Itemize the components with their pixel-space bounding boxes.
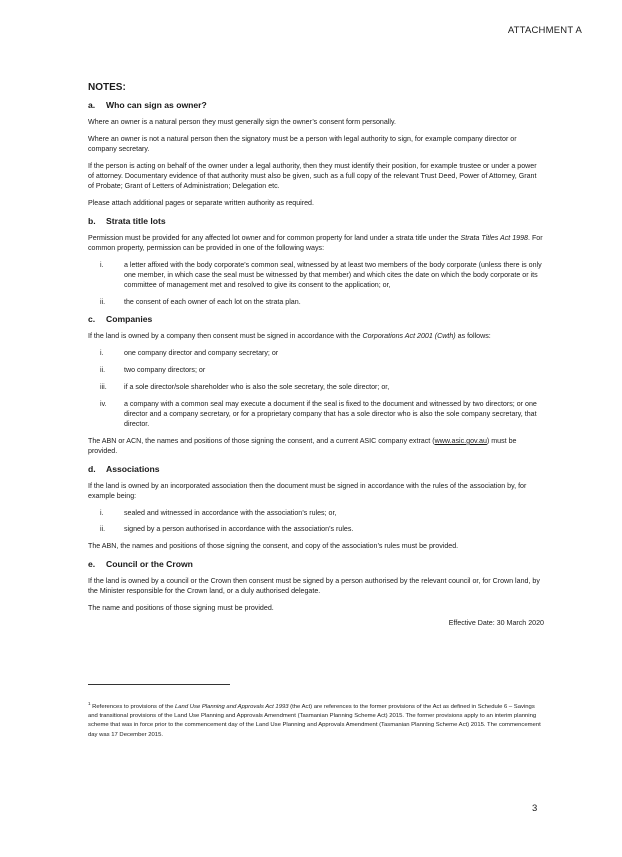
list-item — [88, 382, 544, 392]
text-run: The ABN or ACN, the names and positions of those signing the consent, and a current ASIC company extract ( — [88, 436, 435, 445]
list-number: ii. — [100, 298, 106, 307]
act-name: Corporations Act 2001 (Cwth) — [362, 332, 456, 341]
list-text: two company directors; or — [124, 365, 206, 374]
list-item — [88, 260, 544, 291]
paragraph — [88, 331, 544, 341]
footnote-marker: 1 — [88, 701, 91, 706]
paragraph — [88, 233, 544, 254]
paragraph: The ABN, the names and positions of those signing the consent, and copy of the association’s rules must be provided. — [88, 542, 459, 551]
paragraph: Where an owner is a natural person they must generally sign the owner’s consent form personally. — [88, 118, 396, 126]
section-title: Strata title lots — [106, 215, 166, 226]
asic-link[interactable]: www.asic.gov.au — [434, 436, 487, 445]
section-letter: d. — [88, 463, 96, 474]
list-text: the consent of each owner of each lot on the strata plan. — [124, 298, 301, 307]
list-number: ii. — [100, 365, 106, 374]
section-letter: e. — [88, 558, 96, 569]
act-name: Land Use Planning and Approvals Act 1993 — [175, 703, 289, 710]
paragraph: Where an owner is not a natural person then the signatory must be a person with legal authority to sign, for example company director or company secretary. — [88, 134, 517, 154]
page-number: 3 — [532, 803, 538, 814]
list-item — [88, 508, 544, 518]
footnote-divider — [88, 684, 230, 685]
text-run: as follows: — [455, 332, 491, 341]
paragraph: Please attach additional pages or separate written authority as required. — [88, 199, 314, 208]
paragraph: The name and positions of those signing must be provided. — [88, 603, 274, 612]
section-title: Associations — [106, 463, 160, 474]
list-text: a company with a common seal may execute a document if the seal is fixed to the document and witnessed by two directors; or one director and a company secretary, or for a proprietary company that has a sole director who is also the sole company secretary, that director. — [124, 399, 537, 429]
section-title: Council or the Crown — [106, 558, 193, 569]
list-text: one company director and company secretary; or — [124, 349, 279, 358]
list-text: sealed and witnessed in accordance with the association’s rules; or, — [124, 508, 337, 517]
list-text: if a sole director/sole shareholder who is also the sole secretary, the sole director; or, — [124, 382, 390, 391]
section-title: Companies — [106, 314, 153, 325]
section-title: Who can sign as owner? — [106, 100, 207, 110]
section-e-heading — [88, 559, 544, 569]
section-b-heading — [88, 216, 544, 226]
list-item — [88, 365, 544, 375]
list-item — [88, 297, 544, 307]
list-number: ii. — [100, 525, 106, 534]
list-number: iv. — [100, 399, 107, 408]
list-number: i. — [100, 260, 104, 269]
paragraph: If the land is owned by an incorporated association then the document must be signed in accordance with the rules of the association by, for example being: — [88, 481, 527, 500]
list-number: iii. — [100, 382, 107, 391]
paragraph: If the land is owned by a council or the Crown then consent must be signed by a person authorised by the relevant council or, for Crown land, by the Minister responsible for the Crown land, or a duly authorised delegate. — [88, 576, 540, 595]
section-letter: c. — [88, 314, 96, 325]
text-run: Permission must be provided for any affected lot owner and for common property for land under a strata title under the — [88, 233, 461, 242]
text-run: If the land is owned by a company then consent must be signed in accordance with the — [88, 332, 363, 341]
notes-body — [88, 82, 544, 627]
list-text: a letter affixed with the body corporate’s common seal, witnessed by at least two members of the body corporate (unless there is only one member, in which case the seal must be witnessed by that member) and which cites the date on which the body corporate or its committee of management met and resolved to give its consent to the application; or, — [124, 260, 542, 290]
section-a-heading — [88, 100, 544, 110]
section-letter: a. — [88, 100, 96, 110]
paragraph — [88, 436, 544, 457]
notes-title: NOTES: — [88, 82, 126, 93]
text-run: (the Act) are references to the former provisions of the Act as defined in Schedule 6 – Savings and transitional provisions of the Land Use Planning and Approvals Amendment (Tasmanian Planning Scheme Act) 2015. The former provisions apply to an interim planning scheme that was in force prior to the commencement day of the Land Use Planning and Approvals Amendment (Tasmanian Planning Scheme Act) 2015. The commencement day was 17 December 2015. — [88, 703, 541, 738]
section-letter: b. — [88, 215, 96, 226]
list-item — [88, 348, 544, 358]
attachment-label: ATTACHMENT A — [507, 25, 582, 36]
section-d-heading — [88, 464, 544, 474]
list-number: i. — [100, 508, 104, 517]
text-run: . For common property, permission can be provided in one of the following ways: — [88, 233, 543, 252]
list-text: signed by a person authorised in accordance with the association’s rules. — [124, 525, 354, 534]
list-item — [88, 399, 544, 430]
section-c-heading — [88, 314, 544, 324]
text-run: References to provisions of the — [90, 703, 175, 710]
effective-date: Effective Date: 30 March 2020 — [448, 619, 544, 628]
text-run: ) must be provided. — [88, 436, 517, 456]
paragraph: If the person is acting on behalf of the owner under a legal authority, then they must identify their position, for example trustee or under a power of attorney. Documentary evidence of that authority must also be given, such as a full copy of the relevant Trust Deed, Power of Attorney, Grant of Probate; Grant of Letters of Administration; Delegation etc. — [88, 161, 537, 191]
list-number: i. — [100, 349, 104, 358]
footnote — [88, 699, 544, 740]
act-name: Strata Titles Act 1998 — [460, 233, 528, 242]
list-item — [88, 524, 544, 534]
